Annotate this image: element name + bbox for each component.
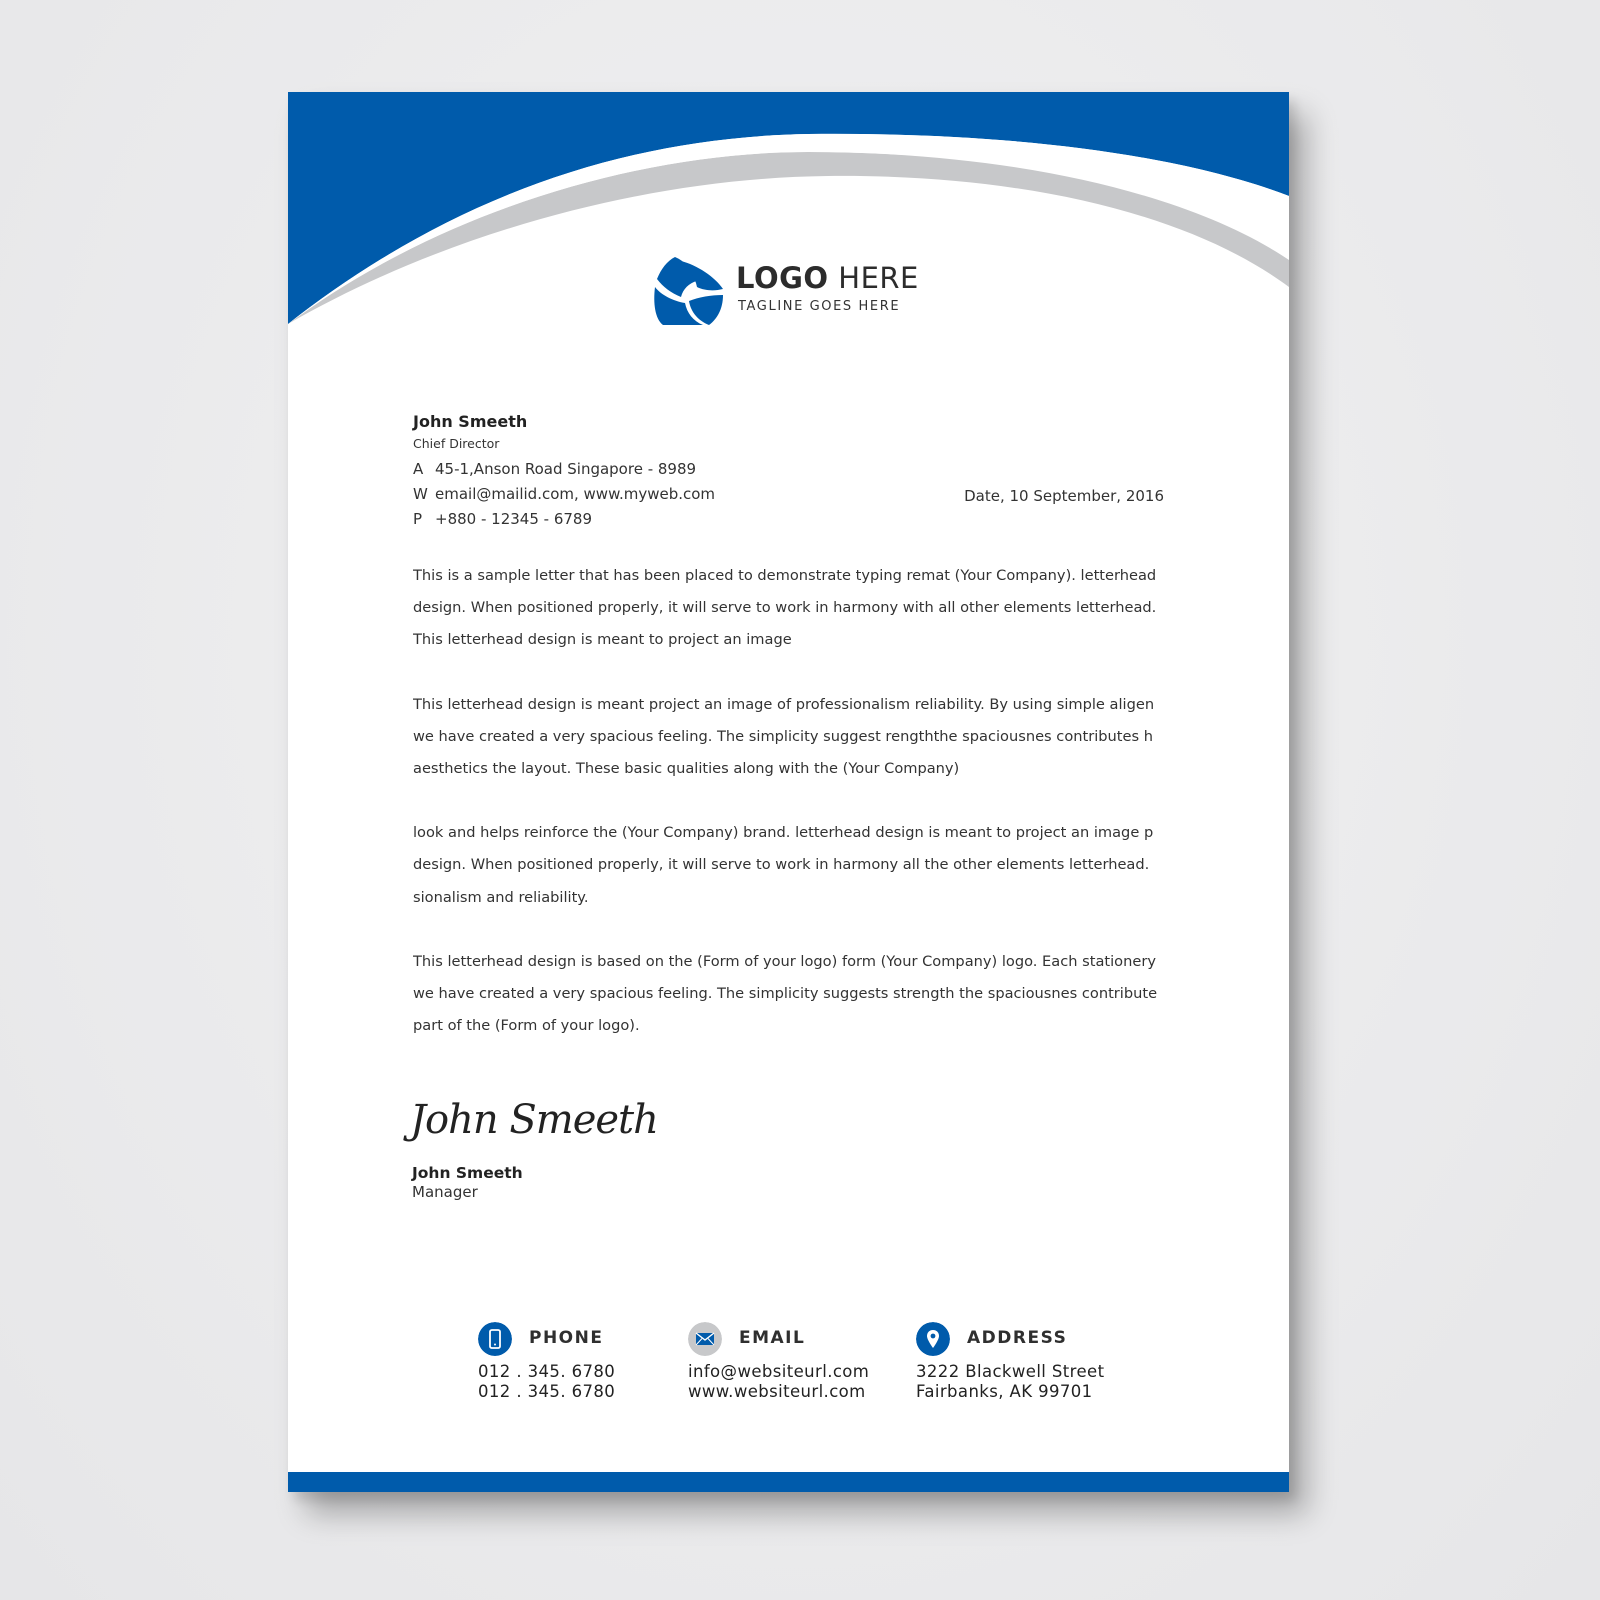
sender-title: Chief Director — [413, 436, 500, 451]
footer-blue-bar — [288, 1472, 1289, 1492]
email-label: EMAIL — [739, 1328, 806, 1348]
footer-phone — [478, 1322, 615, 1402]
sender-phone: +880 - 12345 - 6789 — [435, 510, 592, 528]
footer-phone-head — [478, 1322, 615, 1358]
triangle-leaf-logo-icon — [653, 257, 725, 325]
address-label: ADDRESS — [967, 1328, 1068, 1348]
logo-title-light: HERE — [838, 261, 919, 295]
footer-address-head — [916, 1322, 1104, 1358]
phone-key: P — [413, 510, 423, 528]
letter-date: Date, 10 September, 2016 — [964, 487, 1164, 505]
phone-lines — [478, 1362, 615, 1402]
body-line: This letterhead design is based on the (Form of your logo) form (Your Company) logo. Each stationery — [413, 952, 1156, 970]
sender-web: email@mailid.com, www.myweb.com — [435, 485, 716, 503]
body-line: design. When positioned properly, it will serve to work in harmony with all other elements letterhead. — [413, 599, 1157, 617]
body-line: sionalism and reliability. — [413, 888, 589, 906]
letterhead-page — [288, 92, 1289, 1492]
body-paragraph — [413, 560, 1173, 657]
body-line: This letterhead design is meant to project an image — [413, 631, 792, 649]
body-line: we have created a very spacious feeling. The simplicity suggest rengththe spaciousnes contributes h — [413, 727, 1153, 745]
body-line: This is a sample letter that has been placed to demonstrate typing remat (Your Company). letterhead — [413, 567, 1157, 584]
body-line: This letterhead design is meant project an image of professionalism reliability. By using simple aligen — [413, 695, 1155, 713]
body-line: look and helps reinforce the (Your Company) brand. letterhead design is meant to project an image p — [413, 824, 1154, 842]
envelope-icon — [688, 1322, 722, 1356]
letter-body — [413, 560, 1173, 1074]
address-street: 3222 Blackwell Street — [916, 1362, 1105, 1381]
body-line: aesthetics the layout. These basic qualities along with the (Your Company) — [413, 759, 960, 777]
mobile-phone-icon — [478, 1322, 512, 1356]
footer-email-head — [688, 1322, 869, 1358]
signer-role: Manager — [412, 1183, 478, 1201]
phone-number: 012 . 345. 6780 — [478, 1362, 616, 1381]
signer-name: John Smeeth — [412, 1164, 523, 1182]
phone-label: PHONE — [529, 1328, 604, 1348]
sender-name: John Smeeth — [413, 412, 528, 431]
sender-address: 45-1,Anson Road Singapore - 8989 — [435, 460, 697, 478]
footer-address — [916, 1322, 1104, 1402]
handwritten-signature: John Smeeth — [410, 1097, 658, 1143]
sender-web-line — [413, 482, 715, 507]
company-logo — [653, 257, 933, 329]
map-pin-icon — [916, 1322, 950, 1356]
web-key: W — [413, 485, 428, 503]
phone-number: 012 . 345. 6780 — [478, 1382, 616, 1401]
logo-tagline: TAGLINE GOES HERE — [738, 299, 901, 314]
body-paragraph — [413, 689, 1173, 786]
signer-block — [412, 1164, 523, 1201]
body-line: design. When positioned properly, it will serve to work in harmony all the other elements letterhead. — [413, 856, 1150, 874]
body-paragraph — [413, 817, 1173, 914]
body-line: we have created a very spacious feeling. The simplicity suggests strength the spaciousnes contribute — [413, 984, 1158, 1002]
email-lines — [688, 1362, 869, 1402]
sender-address-line — [413, 457, 715, 482]
sender-phone-line — [413, 507, 715, 532]
address-city: Fairbanks, AK 99701 — [916, 1382, 1093, 1401]
website-url: www.websiteurl.com — [688, 1382, 866, 1401]
address-lines — [916, 1362, 1104, 1402]
sender-block — [413, 412, 715, 532]
body-line: part of the (Form of your logo). — [413, 1017, 640, 1035]
email-address: info@websiteurl.com — [688, 1362, 870, 1381]
logo-title-bold: LOGO — [736, 261, 829, 295]
footer-email — [688, 1322, 869, 1402]
address-key: A — [413, 460, 424, 478]
logo-title — [736, 261, 919, 295]
body-paragraph — [413, 946, 1173, 1043]
